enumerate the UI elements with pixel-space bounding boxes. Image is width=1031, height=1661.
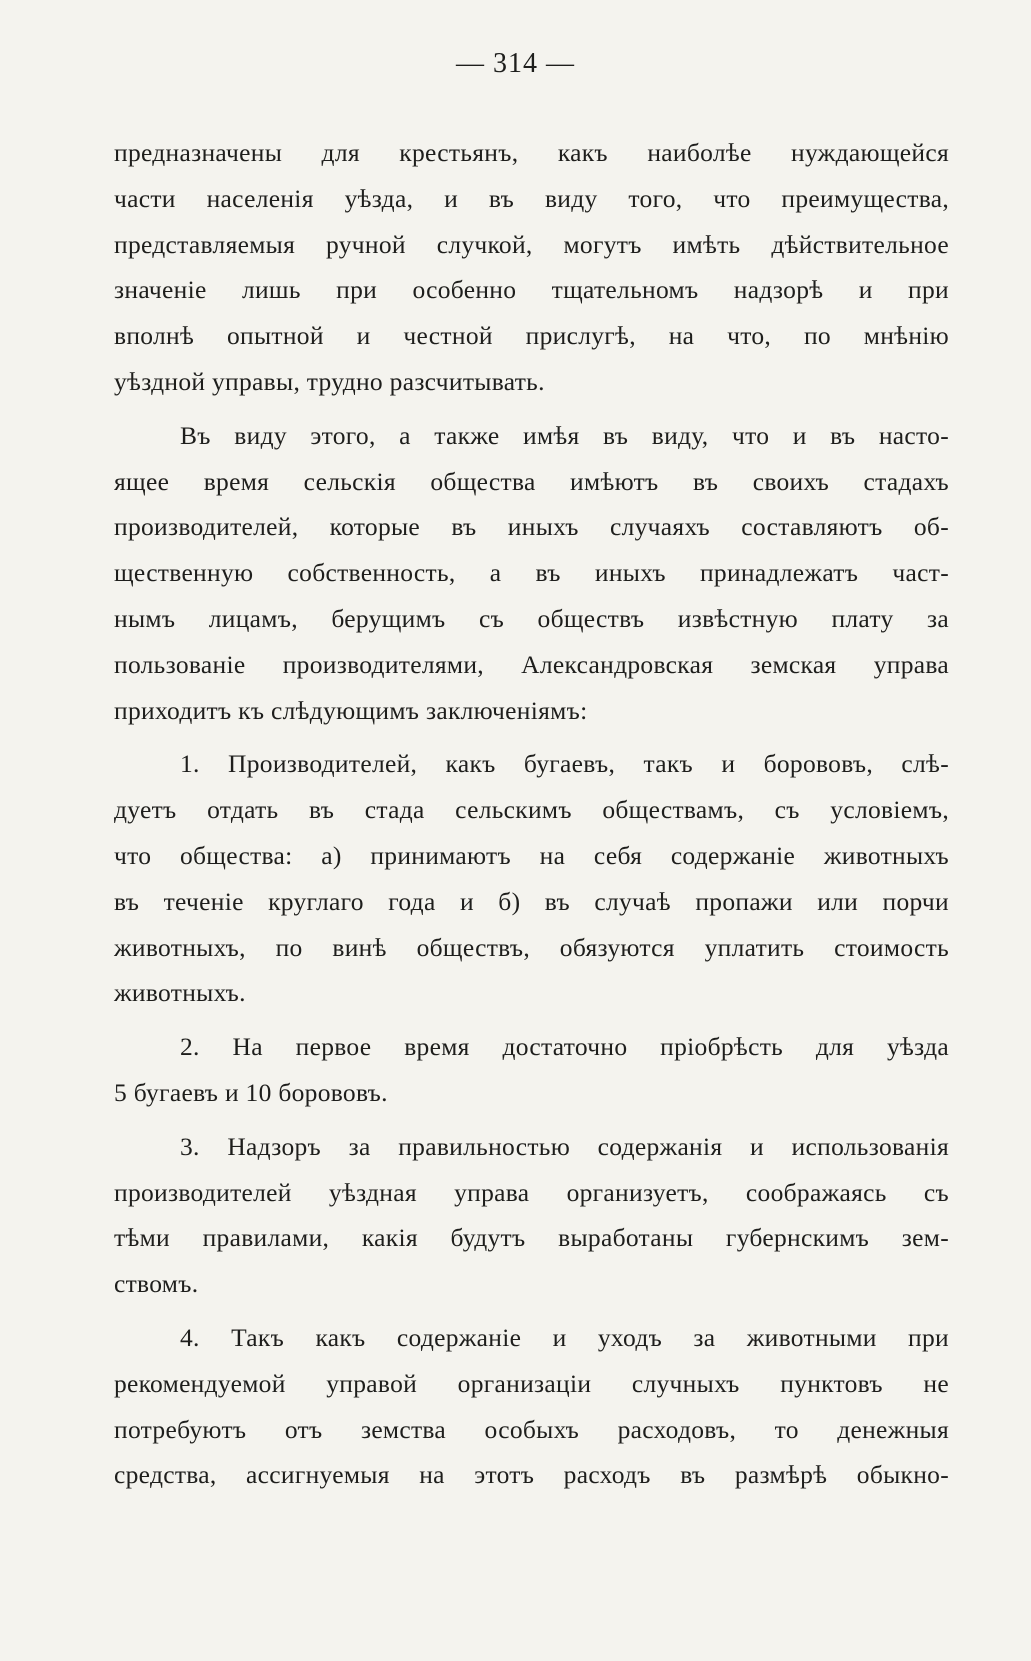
text-line: рекомендуемой управой организаціи случныхъ пунктовъ не (114, 1368, 949, 1398)
text-line: 1. Производителей, какъ бугаевъ, такъ и борововъ, слѣ- (180, 749, 949, 779)
paragraph-2 (114, 413, 949, 734)
text-line: ствомъ. (114, 1269, 199, 1299)
paragraph-item-1 (114, 741, 949, 1016)
text-line: 3. Надзоръ за правильностью содержанія и использованія (180, 1131, 949, 1161)
text-line: 5 бугаевъ и 10 борововъ. (114, 1077, 388, 1107)
text-line: Въ виду этого, а также имѣя въ виду, что и въ насто- (180, 420, 949, 450)
text-line: значеніе лишь при особенно тщательномъ надзорѣ и при (114, 275, 949, 305)
text-line: нымъ лицамъ, берущимъ съ обществъ извѣстную плату за (114, 603, 949, 633)
text-line: уѣздной управы, трудно разсчитывать. (114, 366, 545, 396)
text-line: дуетъ отдать въ стада сельскимъ обществамъ, съ условіемъ, (114, 795, 949, 825)
text-line: части населенія уѣзда, и въ виду того, что преимущества, (114, 183, 949, 213)
text-line: вполнѣ опытной и честной прислугѣ, на что, по мнѣнію (114, 321, 949, 351)
text-line: производителей, которые въ иныхъ случаяхъ составляютъ об- (114, 512, 949, 542)
text-line: потребуютъ отъ земства особыхъ расходовъ, то денежныя (114, 1414, 949, 1444)
paragraph-1 (114, 130, 949, 405)
text-line: производителей уѣздная управа организуетъ, соображаясь съ (114, 1177, 949, 1207)
paragraph-item-3 (114, 1124, 949, 1307)
text-line: представляемыя ручной случкой, могутъ имѣть дѣйствительное (114, 229, 949, 259)
text-line: 2. На первое время достаточно пріобрѣсть для уѣзда (180, 1032, 949, 1062)
page-number: — 314 — (456, 48, 575, 79)
text-line: щественную собственность, а въ иныхъ принадлежатъ част- (114, 558, 949, 588)
body-text (114, 130, 949, 1498)
text-line: животныхъ, по винѣ обществъ, обязуются уплатить стоимость (114, 932, 949, 962)
text-line: 4. Такъ какъ содержаніе и уходъ за животными при (180, 1322, 949, 1352)
paragraph-item-4 (114, 1315, 949, 1498)
paragraph-item-2 (114, 1024, 949, 1116)
text-line: средства, ассигнуемыя на этотъ расходъ въ размѣрѣ обыкно- (114, 1460, 949, 1490)
text-line: въ теченіе круглаго года и б) въ случаѣ пропажи или порчи (114, 886, 949, 916)
text-line: предназначены для крестьянъ, какъ наиболѣе нуждающейся (114, 138, 949, 167)
text-line: что общества: а) принимаютъ на себя содержаніе животныхъ (114, 840, 949, 870)
text-line: ящее время сельскія общества имѣютъ въ своихъ стадахъ (114, 466, 949, 496)
text-line: приходитъ къ слѣдующимъ заключеніямъ: (114, 695, 588, 725)
text-line: пользованіе производителями, Александровская земская управа (114, 649, 949, 679)
text-line: животныхъ. (114, 978, 246, 1008)
text-line: тѣми правилами, какія будутъ выработаны губернскимъ зем- (114, 1223, 949, 1253)
